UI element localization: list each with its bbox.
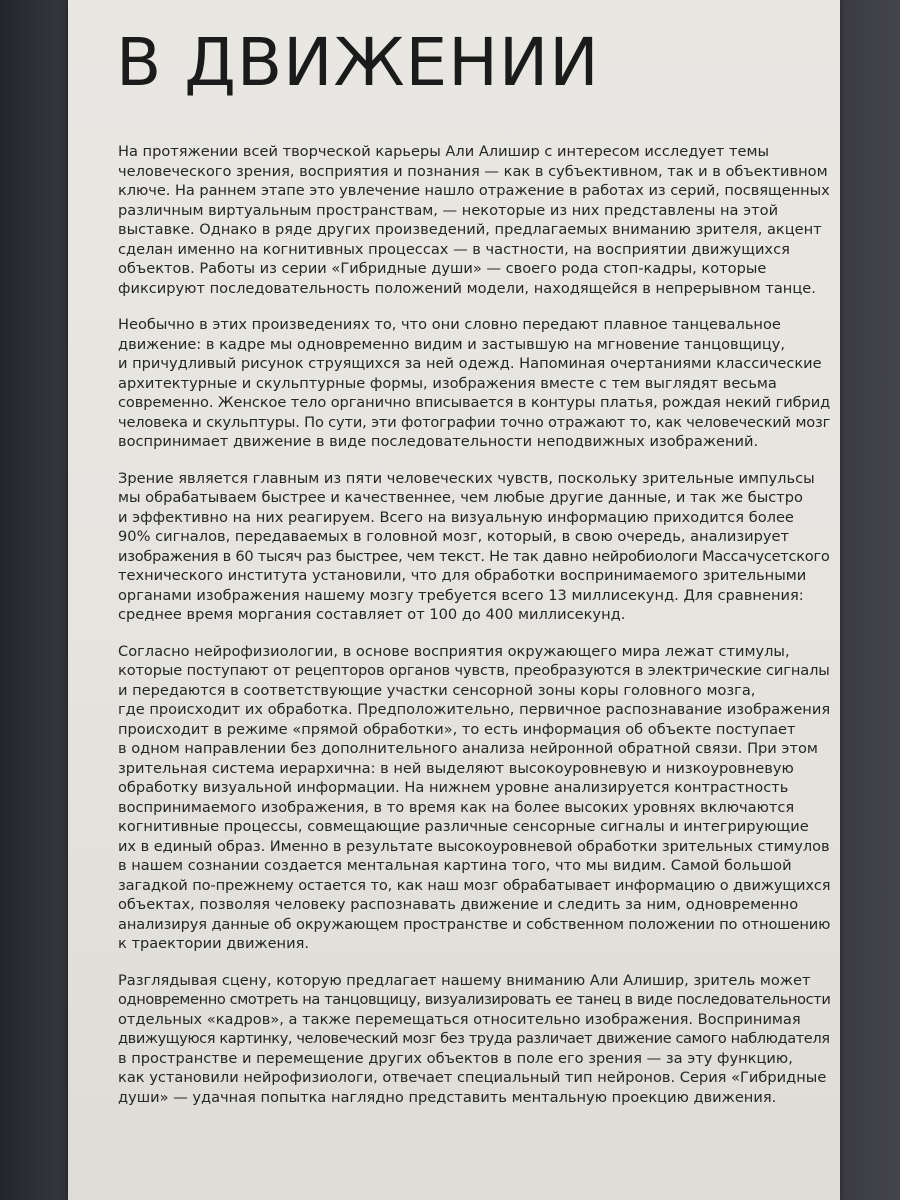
text-line: души» — удачная попытка наглядно представить ментальную проекцию движения. xyxy=(118,1088,777,1106)
text-line: к траектории движения. xyxy=(118,935,310,952)
text-line: происходит в режиме «прямой обработки», то есть информация об объекте поступает xyxy=(118,720,796,738)
text-line: объектах, позволяя человеку распознавать движение и следить за ним, одновременно xyxy=(118,896,799,913)
text-line: отдельных «кадров», а также перемещаться относительно изображения. Воспринимая xyxy=(118,1010,801,1028)
text-line: современно. Женское тело органично вписывается в контуры платья, рождая некий гибрид xyxy=(118,394,831,411)
wall-edge xyxy=(838,0,900,1200)
text-line: в нашем сознании создается ментальная картина того, что мы видим. Самой большой xyxy=(118,857,792,874)
text-line: обработку визуальной информации. На нижнем уровне анализируется контрастность xyxy=(118,779,789,796)
text-line: Согласно нейрофизиологии, в основе восприятия окружающего мира лежат стимулы, xyxy=(118,642,790,660)
text-line: мы обрабатываем быстрее и качественнее, чем любые другие данные, и так же быстро xyxy=(118,489,803,506)
text-line: 90% сигналов, передаваемых в головной мозг, который, в свою очередь, анализирует xyxy=(118,528,789,545)
text-line: загадкой по-прежнему остается то, как наш мозг обрабатывает информацию о движущихся xyxy=(118,876,831,894)
text-line: среднее время моргания составляет от 100 до 400 миллисекунд. xyxy=(118,606,626,623)
text-line: сделан именно на когнитивных процессах — в частности, на восприятии движущихся xyxy=(118,240,790,258)
text-line: Разглядывая сцену, которую предлагает нашему вниманию Али Алишир, зритель может xyxy=(118,971,811,989)
paragraph-2 xyxy=(118,315,831,452)
text-line: объектов. Работы из серии «Гибридные души» — своего рода стоп-кадры, которые xyxy=(118,260,767,277)
text-line: и эффективно на них реагируем. Всего на визуальную информацию приходится более xyxy=(118,508,794,526)
paragraph-5 xyxy=(118,971,831,1108)
text-line: человека и скульптуры. По сути, эти фотографии точно отражают то, как человеческий мозг xyxy=(118,413,831,431)
paragraph-1 xyxy=(118,142,828,298)
text-line: зрительная система иерархична: в ней выделяют высокоуровневую и низкоуровневую xyxy=(118,759,794,777)
panel-title: В ДВИЖЕНИИ xyxy=(116,24,600,101)
text-line: и передаются в соответствующие участки сенсорной зоны коры головного мозга, xyxy=(118,681,756,699)
text-line: архитектурные и скульптурные формы, изображения вместе с тем выглядят весьма xyxy=(118,374,777,392)
text-line: человеческого зрения, восприятия и познания — как в субъективном, так и в объективном xyxy=(118,162,828,180)
text-line: которые поступают от рецепторов органов чувств, преобразуются в электрические сигналы xyxy=(118,662,830,679)
text-line: когнитивные процессы, совмещающие различные сенсорные сигналы и интегрирующие xyxy=(118,818,809,835)
text-line: ключе. На раннем этапе это увлечение нашло отражение в работах из серий, посвященных xyxy=(118,182,830,199)
text-line: и причудливый рисунок струящихся за ней одежд. Напоминая очертаниями классические xyxy=(118,355,822,372)
paragraph-4 xyxy=(118,642,831,954)
text-line: в пространстве и перемещение других объектов в поле его зрения — за эту функцию, xyxy=(118,1049,793,1067)
paragraph-3 xyxy=(118,469,828,625)
text-line: в одном направлении без дополнительного анализа нейронной обратной связи. При этом xyxy=(118,740,818,757)
text-line: органами изображения нашему мозгу требуется всего 13 миллисекунд. Для сравнения: xyxy=(118,586,804,604)
text-line: анализируя данные об окружающем пространстве и собственном положении по отношению xyxy=(118,915,831,933)
text-line: Зрение является главным из пяти человеческих чувств, поскольку зрительные импульсы xyxy=(118,469,815,487)
text-line: технического института установили, что для обработки воспринимаемого зрительными xyxy=(118,567,807,584)
text-line: На протяжении всей творческой карьеры Али Алишир с интересом исследует темы xyxy=(118,143,770,160)
text-line: воспринимаемого изображения, в то время как на более высоких уровнях включаются xyxy=(118,798,795,816)
text-line: как установили нейрофизиологи, отвечает специальный тип нейронов. Серия «Гибридные xyxy=(118,1069,827,1086)
exhibition-text-panel xyxy=(68,0,840,1200)
text-line: выставке. Однако в ряде других произведений, предлагаемых вниманию зрителя, акцент xyxy=(118,221,822,238)
text-line: одновременно смотреть на танцовщицу, визуализировать ее танец в виде последовательности xyxy=(118,991,831,1008)
text-line: где происходит их обработка. Предположительно, первичное распознавание изображения xyxy=(118,701,831,718)
text-line: движение: в кадре мы одновременно видим и застывшую на мгновение танцовщицу, xyxy=(118,335,786,353)
text-line: воспринимает движение в виде последовательности неподвижных изображений. xyxy=(118,433,759,450)
text-line: изображения в 60 тысяч раз быстрее, чем текст. Не так давно нейробиологи Массачусетского xyxy=(118,547,830,565)
text-line: движущуюся картинку, человеческий мозг без труда различает движение самого наблюдателя xyxy=(118,1030,830,1047)
text-line: Необычно в этих произведениях то, что они словно передают плавное танцевальное xyxy=(118,316,781,333)
text-line: фиксируют последовательность положений модели, находящейся в непрерывном танце. xyxy=(118,279,816,297)
panel-body-text xyxy=(118,142,831,1124)
text-line: различным виртуальным пространствам, — некоторые из них представлены на этой xyxy=(118,201,779,219)
text-line: их в единый образ. Именно в результате высокоуровневой обработки зрительных стимулов xyxy=(118,837,830,855)
